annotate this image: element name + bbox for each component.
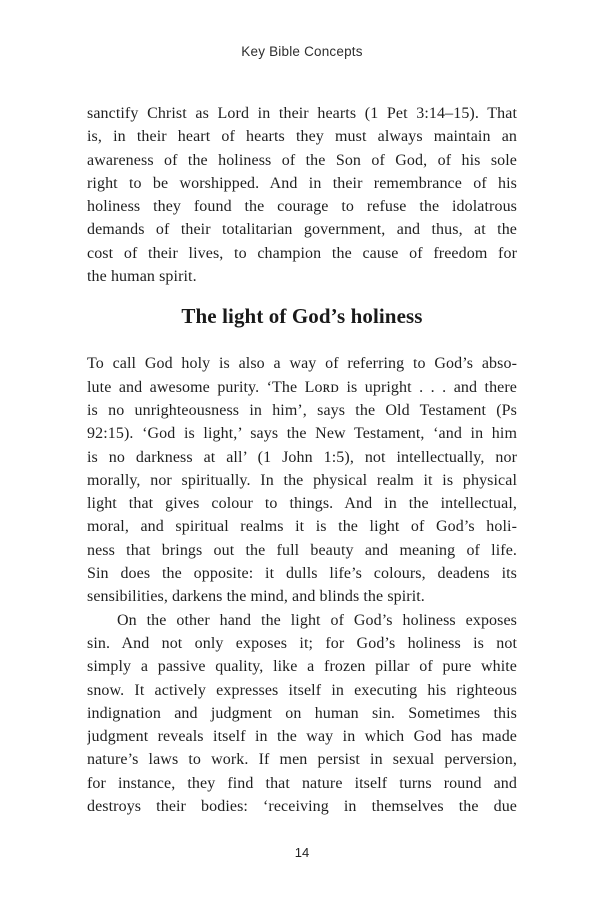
text-line: 92:15). ‘God is light,’ says the New Testament, ‘and in him (87, 425, 517, 443)
text-line: sanctify Christ as Lord in their hearts (1 Pet 3:14–15). That (87, 105, 517, 122)
text-line: On the other hand the light of God’s holiness exposes (117, 611, 517, 629)
text-line: demands of their totalitarian government, and thus, at the (87, 221, 517, 239)
text-line: cost of their lives, to champion the cause of freedom for (87, 244, 517, 262)
section-heading: The light of God’s holiness (181, 304, 423, 329)
text-line: lute and awesome purity. ‘The Lᴏʀᴅ is upright . . . and there (87, 378, 517, 396)
text-line: judgment reveals itself in the way in which God has made (87, 728, 517, 746)
text-line: sensibilities, darkens the mind, and blinds the spirit. (87, 588, 425, 606)
text-line: Sin does the opposite: it dulls life’s colours, deadens its (87, 565, 517, 583)
text-line: holiness they found the courage to refuse the idolatrous (87, 198, 517, 216)
page-content (87, 102, 517, 818)
text-line: sin. And not only exposes it; for God’s holiness is not (87, 634, 517, 652)
text-line: right to be worshipped. And in their remembrance of his (87, 174, 517, 192)
text-line: the human spirit. (87, 268, 197, 286)
text-line: light that gives colour to things. And in the intellectual, (87, 495, 517, 513)
text-line: awareness of the holiness of the Son of God, of his sole (87, 151, 517, 169)
text-line: is no unrighteousness in him’, says the Old Testament (Ps (87, 401, 517, 419)
text-line: morally, nor spiritually. In the physical realm it is physical (87, 471, 517, 489)
text-line: for instance, they find that nature itself turns round and (87, 774, 517, 792)
text-line: is, in their heart of hearts they must always maintain an (87, 128, 517, 146)
paragraph (87, 352, 517, 608)
text-line: nature’s laws to work. If men persist in sexual perversion, (87, 751, 517, 769)
text-line: ness that brings out the full beauty and meaning of life. (87, 541, 517, 559)
text-line: moral, and spiritual realms it is the light of God’s holi- (87, 518, 517, 536)
paragraph (87, 609, 517, 819)
text-line: destroys their bodies: ‘receiving in themselves the due (87, 798, 517, 816)
text-line: To call God holy is also a way of referring to God’s abso- (87, 355, 517, 373)
running-header: Key Bible Concepts (241, 44, 363, 59)
text-line: snow. It actively expresses itself in executing his righteous (87, 681, 517, 699)
paragraph (87, 102, 517, 288)
page-number: 14 (294, 845, 310, 860)
text-line: is no darkness at all’ (1 John 1:5), not intellectually, nor (87, 448, 517, 466)
text-line: indignation and judgment on human sin. Sometimes this (87, 704, 517, 722)
text-line: simply a passive quality, like a frozen pillar of pure white (87, 658, 517, 676)
